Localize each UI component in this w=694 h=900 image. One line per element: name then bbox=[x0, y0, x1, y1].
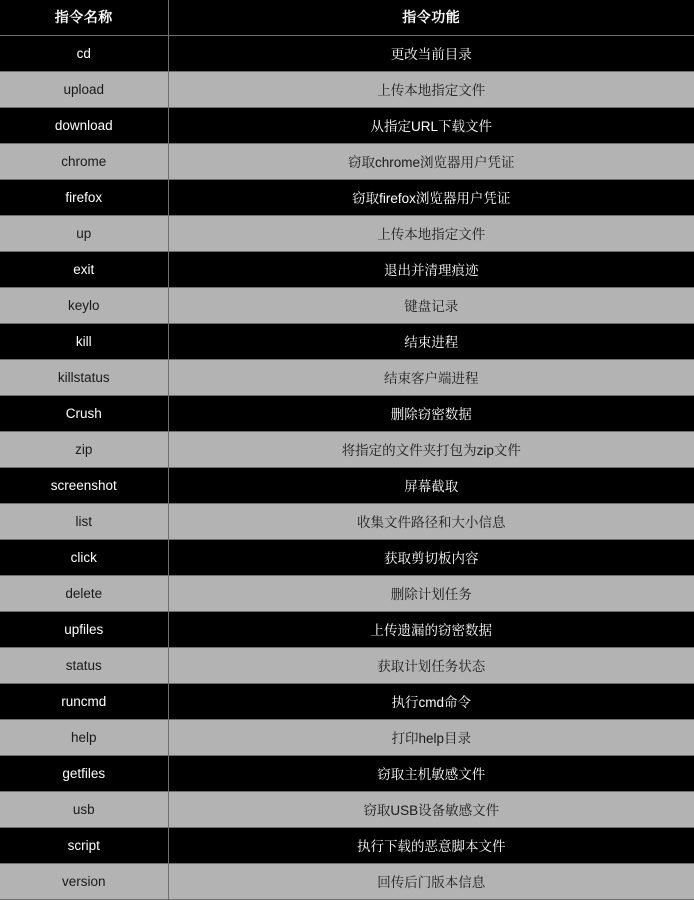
column-header-command-function: 指令功能 bbox=[168, 0, 694, 36]
cell-command-name: status bbox=[0, 648, 168, 684]
table-header bbox=[0, 0, 694, 36]
cell-command-name: exit bbox=[0, 252, 168, 288]
table-row bbox=[0, 288, 694, 324]
table-row bbox=[0, 108, 694, 144]
table-row bbox=[0, 648, 694, 684]
cell-command-name: upfiles bbox=[0, 612, 168, 648]
cell-command-function: 删除窃密数据 bbox=[168, 396, 694, 432]
table-row bbox=[0, 828, 694, 864]
cell-command-name: getfiles bbox=[0, 756, 168, 792]
cell-command-function: 上传遗漏的窃密数据 bbox=[168, 612, 694, 648]
cell-command-function: 屏幕截取 bbox=[168, 468, 694, 504]
cell-command-function: 执行cmd命令 bbox=[168, 684, 694, 720]
cell-command-function: 键盘记录 bbox=[168, 288, 694, 324]
table-row bbox=[0, 684, 694, 720]
cell-command-name: upload bbox=[0, 72, 168, 108]
cell-command-name: delete bbox=[0, 576, 168, 612]
cell-command-name: script bbox=[0, 828, 168, 864]
column-header-command-name: 指令名称 bbox=[0, 0, 168, 36]
table-row bbox=[0, 540, 694, 576]
table-row bbox=[0, 396, 694, 432]
cell-command-name: zip bbox=[0, 432, 168, 468]
table-row bbox=[0, 612, 694, 648]
cell-command-name: up bbox=[0, 216, 168, 252]
cell-command-function: 获取剪切板内容 bbox=[168, 540, 694, 576]
table-row bbox=[0, 576, 694, 612]
table-row bbox=[0, 144, 694, 180]
cell-command-function: 窃取USB设备敏感文件 bbox=[168, 792, 694, 828]
cell-command-function: 结束客户端进程 bbox=[168, 360, 694, 396]
cell-command-name: click bbox=[0, 540, 168, 576]
cell-command-function: 窃取firefox浏览器用户凭证 bbox=[168, 180, 694, 216]
cell-command-function: 更改当前目录 bbox=[168, 36, 694, 72]
cell-command-name: runcmd bbox=[0, 684, 168, 720]
cell-command-name: help bbox=[0, 720, 168, 756]
table-row bbox=[0, 792, 694, 828]
cell-command-name: keylo bbox=[0, 288, 168, 324]
cell-command-function: 窃取主机敏感文件 bbox=[168, 756, 694, 792]
cell-command-function: 收集文件路径和大小信息 bbox=[168, 504, 694, 540]
cell-command-function: 窃取chrome浏览器用户凭证 bbox=[168, 144, 694, 180]
cell-command-name: cd bbox=[0, 36, 168, 72]
table-row bbox=[0, 720, 694, 756]
cell-command-function: 将指定的文件夹打包为zip文件 bbox=[168, 432, 694, 468]
table-body bbox=[0, 36, 694, 900]
cell-command-function: 回传后门版本信息 bbox=[168, 864, 694, 900]
table-row bbox=[0, 216, 694, 252]
cell-command-name: screenshot bbox=[0, 468, 168, 504]
cell-command-function: 打印help目录 bbox=[168, 720, 694, 756]
cell-command-function: 上传本地指定文件 bbox=[168, 72, 694, 108]
table-row bbox=[0, 360, 694, 396]
table-row bbox=[0, 180, 694, 216]
cell-command-name: version bbox=[0, 864, 168, 900]
cell-command-name: killstatus bbox=[0, 360, 168, 396]
table-row bbox=[0, 324, 694, 360]
cell-command-function: 上传本地指定文件 bbox=[168, 216, 694, 252]
table-header-row bbox=[0, 0, 694, 36]
cell-command-name: usb bbox=[0, 792, 168, 828]
table-row bbox=[0, 252, 694, 288]
table-row bbox=[0, 468, 694, 504]
cell-command-name: chrome bbox=[0, 144, 168, 180]
table-row bbox=[0, 504, 694, 540]
table-row bbox=[0, 864, 694, 900]
cell-command-function: 执行下载的恶意脚本文件 bbox=[168, 828, 694, 864]
table-row bbox=[0, 36, 694, 72]
cell-command-function: 结束进程 bbox=[168, 324, 694, 360]
cell-command-function: 退出并清理痕迹 bbox=[168, 252, 694, 288]
cell-command-name: Crush bbox=[0, 396, 168, 432]
cell-command-function: 删除计划任务 bbox=[168, 576, 694, 612]
cell-command-name: firefox bbox=[0, 180, 168, 216]
cell-command-name: download bbox=[0, 108, 168, 144]
cell-command-function: 获取计划任务状态 bbox=[168, 648, 694, 684]
cell-command-name: kill bbox=[0, 324, 168, 360]
table-row bbox=[0, 756, 694, 792]
table-row bbox=[0, 432, 694, 468]
table-row bbox=[0, 72, 694, 108]
cell-command-name: list bbox=[0, 504, 168, 540]
cell-command-function: 从指定URL下载文件 bbox=[168, 108, 694, 144]
